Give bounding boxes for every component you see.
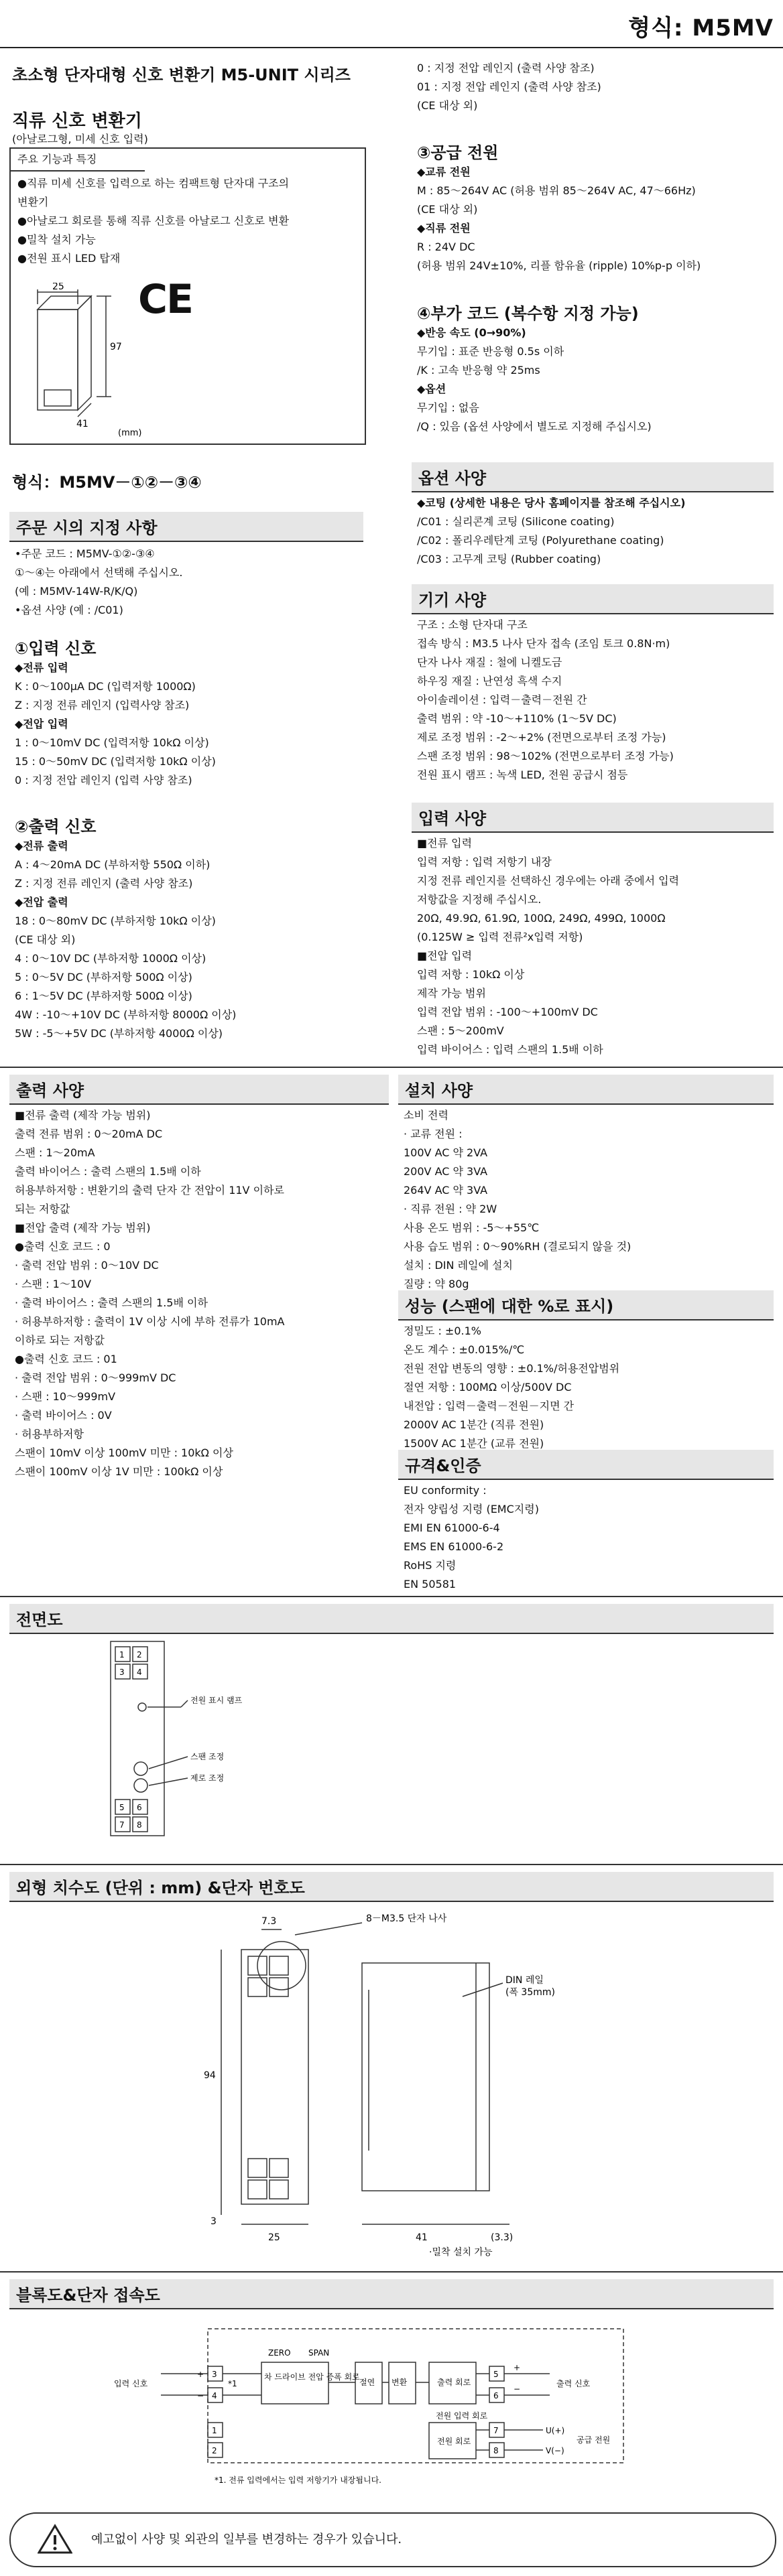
output-line: ◆전류 출력 [15,839,68,852]
dim-h: 97 [110,342,122,352]
input-spec-line: 입력 저항 : 10kΩ 이상 [417,968,525,981]
power-line: M : 85～264V AC (허용 범위 85～264V AC, 47～66Hz) [417,184,696,197]
performance-line: 내전압 : 입력－출력－전원－지면 간 [404,1400,575,1412]
terminal-5: 5 [493,2370,499,2379]
output-line: 18 : 0～80mV DC (부하저항 10kΩ 이상) [15,914,216,927]
addon-line: /Q : 있음 (옵션 사양에서 별도로 지정해 주십시오) [417,420,652,433]
product-sub: (아날로그형, 미세 신호 입력) [12,133,148,145]
block-title: 블록도&단자 접속도 [9,2279,774,2309]
addon-section [417,300,652,436]
output-spec-line: 이하로 되는 저항값 [15,1334,105,1347]
front-view-section [9,1604,774,1634]
output-spec-line: · 출력 바이어스 : 0V [15,1409,112,1422]
input-spec-line: (0.125W ≥ 입력 전류²x입력 저항) [417,931,583,943]
install-section [398,1075,774,1295]
performance-title: 성능 (스팬에 대한 %로 표시) [398,1290,774,1320]
right-top-line: 01 : 지정 전압 레인지 (출력 사양 참조) [417,80,601,93]
dim-screw: 8－M3.5 단자 나사 [366,1913,447,1924]
section-divider [0,1067,783,1068]
output-line: 5 : 0～5V DC (부하저항 500Ω 이상) [15,971,192,984]
feature-item: ●직류 미세 신호를 입력으로 하는 컴팩트형 단자대 구조의 [17,177,290,190]
dim-bottom: 3 [210,2216,217,2227]
section-divider [0,1596,783,1597]
dim-offset: (3.3) [491,2232,514,2243]
output-spec-line: 출력 바이어스 : 출력 스팬의 1.5배 이하 [15,1165,201,1178]
span-label: SPAN [308,2348,330,2358]
options-line: ◆코팅 (상세한 내용은 당사 홈페이지를 참조해 주십시오) [417,496,686,509]
right-top-line: (CE 대상 외) [417,99,478,112]
options-line: /C01 : 실리콘계 코팅 (Silicone coating) [417,515,615,528]
output-title: ②출력 신호 [15,817,97,836]
addon-line: ◆옵션 [417,383,446,395]
isolation-label: 절연 [359,2378,375,2387]
output-spec-line: ■전압 출력 (제작 가능 범위) [15,1221,151,1234]
block-diagram [114,2315,677,2496]
feature-item: ●밀착 설치 가능 [17,233,96,246]
terminal-4: 4 [212,2391,217,2400]
terminal-7: 7 [493,2426,499,2435]
dim-width: 25 [268,2232,280,2243]
output-line: A : 4～20mA DC (부하저항 550Ω 이하) [15,858,210,871]
input-spec-line: 지정 전류 레인지를 선택하신 경우에는 아래 중에서 입력 [417,874,680,887]
terminal-1: 1 [212,2426,217,2435]
options-title: 옵션 사양 [412,462,774,492]
performance-line: 온도 계수 : ±0.015%/℃ [404,1343,525,1356]
section-divider [0,2271,783,2273]
output-line: 6 : 1～5V DC (부하저항 500Ω 이상) [15,990,192,1002]
span-adjust-label: 스팬 조정 [190,1752,225,1761]
install-line: 200V AC 약 3VA [404,1165,488,1178]
install-line: 설치 : DIN 레일에 설치 [404,1259,513,1272]
input-line: ◆전압 입력 [15,718,68,730]
device-section [412,584,774,786]
output-spec-line: 스팬 : 1～20mA [15,1146,95,1159]
power-title: ③공급 전원 [417,143,499,162]
output-spec-line: ●출력 신호 코드 : 01 [15,1353,117,1365]
power-line: (CE 대상 외) [417,203,478,216]
install-title: 설치 사양 [398,1075,774,1105]
options-line: /C02 : 폴리우레탄계 코팅 (Polyurethane coating) [417,534,664,547]
front-view-drawing [101,1635,369,1849]
terminal-8: 8 [493,2446,499,2455]
device-line: 아이솔레이션 : 입력－출력－전원 간 [417,693,587,706]
output-spec-line: 스팬이 100mV 이상 1V 미만 : 100kΩ 이상 [15,1465,223,1478]
power-section [417,139,701,275]
output-minus: − [514,2384,521,2394]
header-divider [0,47,783,48]
input-spec-line: 저항값을 지정해 주십시오. [417,893,542,906]
output-spec-line: · 허용부하저항 : 출력이 1V 이상 시에 부하 전류가 10mA [15,1315,285,1328]
standards-title: 규격&인증 [398,1450,774,1480]
output-line: ◆전압 출력 [15,896,68,908]
din-width-label: (폭 35mm) [505,1987,555,1998]
feature-item: 변환기 [17,196,49,208]
output-spec-line: · 출력 전압 범위 : 0～10V DC [15,1259,159,1272]
output-spec-line: 스팬이 10mV 이상 100mV 미만 : 10kΩ 이상 [15,1446,233,1459]
terminal-label: 7 [119,1820,125,1830]
device-line: 접속 방식 : M3.5 나사 단자 접속 (조임 토크 0.8N·m) [417,637,670,650]
standards-line: EMS EN 61000-6-2 [404,1540,504,1553]
doc-title: 초소형 단자대형 신호 변환기 M5-UNIT 시리즈 [12,66,351,84]
standards-line: EN 50581 [404,1578,457,1590]
power-circuit-label: 전원 회로 [437,2437,471,2446]
input-line: 15 : 0～50mV DC (입력저항 10kΩ 이상) [15,755,216,768]
warning-icon [38,2523,72,2555]
terminal-label: 8 [137,1820,142,1830]
output-line: 4W : -10～+10V DC (부하저항 8000Ω 이상) [15,1008,237,1021]
output-spec-line: · 허용부하저항 [15,1428,84,1440]
install-line: · 직류 전원 : 약 2W [404,1203,497,1215]
ordering-line: ①～④는 아래에서 선택해 주십시오. [15,566,183,579]
ordering-line: •옵션 사양 (예 : /C01) [15,604,123,616]
input-minus: − [197,2391,204,2400]
power-u: U(+) [546,2426,565,2435]
right-top-line: 0 : 지정 전압 레인지 (출력 사양 참조) [417,62,595,74]
performance-line: 전원 전압 변동의 영향 : ±0.1%/허용전압범위 [404,1362,620,1375]
dim-screw-w: 7.3 [261,1916,277,1927]
device-line: 전원 표시 램프 : 녹색 LED, 전원 공급시 점등 [417,768,628,781]
ordering-title: 주문 시의 지정 사항 [9,512,363,542]
install-line: 사용 습도 범위 : 0～90%RH (결로되지 않을 것) [404,1240,631,1253]
model-code: 형식：M5MV－①②－③④ [12,473,202,492]
convert-label: 변환 [392,2378,408,2387]
output-spec-line: ●출력 신호 코드 : 0 [15,1240,111,1253]
input-spec-line: 스팬 : 5～200mV [417,1024,504,1037]
input-plus: + [197,2370,204,2379]
ordering-line: (예 : M5MV-14W-R/K/Q) [15,585,138,598]
ordering-line: •주문 코드 : M5MV-①②-③④ [15,547,155,560]
install-line: 질량 : 약 80g [404,1278,469,1290]
output-section [15,813,236,1043]
install-line: 264V AC 약 3VA [404,1184,488,1197]
install-line: 소비 전력 [404,1109,448,1122]
power-input-circuit-label: 전원 입력 회로 [436,2411,488,2421]
input-signal-label: 입력 신호 [114,2379,148,2388]
feature-item: ●전원 표시 LED 탑재 [17,252,121,265]
zero-adjust-label: 제로 조정 [190,1773,225,1783]
device-line: 하우징 재질 : 난연성 흑색 수지 [417,675,562,687]
input-line: ◆전류 입력 [15,661,68,674]
terminal-label: 4 [137,1668,142,1677]
block-note: *1. 전류 입력에서는 입력 저항기가 내장됩니다. [215,2476,381,2485]
power-line: ◆교류 전원 [417,165,471,178]
input-line: K : 0～100μA DC (입력저항 1000Ω) [15,680,196,693]
standards-line: EU conformity : [404,1484,487,1497]
output-line: 4 : 0～10V DC (부하저항 1000Ω 이상) [15,952,206,965]
terminal-2: 2 [212,2446,217,2455]
standards-line: 전자 양립성 지령 (EMC지령) [404,1503,539,1515]
addon-line: 무기입 : 표준 반응형 0.5s 이하 [417,345,564,358]
warning-text: 예고없이 사양 및 외관의 일부를 변경하는 경우가 있습니다. [91,2532,402,2547]
mount-note: ·밀착 설치 가능 [429,2247,493,2258]
zero-label: ZERO [268,2348,291,2358]
addon-line: ◆반응 속도 (0→90%) [417,326,526,339]
performance-line: 2000V AC 1분간 (직류 전원) [404,1418,544,1431]
output-plus: + [514,2363,521,2372]
dims-section [9,1872,774,1902]
input-spec-line: 입력 전압 범위 : -100～+100mV DC [417,1006,598,1018]
terminal-label: 1 [119,1650,125,1659]
dim-d: 41 [76,419,88,429]
standards-section [398,1450,774,1595]
feature-label: 주요 기능과 특징 [11,149,145,172]
output-signal-label: 출력 신호 [556,2379,591,2388]
performance-line: 절연 저항 : 100MΩ 이상/500V DC [404,1381,572,1394]
terminal-6: 6 [493,2391,499,2400]
dim-height: 94 [204,2070,216,2081]
device-title: 기기 사양 [412,584,774,614]
terminal-label: 6 [137,1803,142,1812]
terminal-label: 3 [119,1668,125,1677]
output-spec-section [9,1075,389,1483]
device-line: 단자 나사 재질 : 철에 니켈도금 [417,656,562,669]
right-top [417,59,601,115]
input-spec-line: 20Ω, 49.9Ω, 61.9Ω, 100Ω, 249Ω, 499Ω, 1000Ω [417,912,666,925]
terminal-3: 3 [212,2370,217,2379]
performance-line: 1500V AC 1분간 (교류 전원) [404,1437,544,1450]
output-line: 5W : -5～+5V DC (부하저항 4000Ω 이상) [15,1027,223,1040]
section-divider [0,1864,783,1865]
power-v: V(−) [546,2446,564,2455]
din-rail-label: DIN 레일 [505,1975,544,1986]
input-spec-section [412,803,774,1061]
device-line: 스팬 조정 범위 : 98～102% (전면으로부터 조정 가능) [417,750,674,762]
power-line: R : 24V DC [417,241,475,253]
output-spec-line: · 스팬 : 10～999mV [15,1390,116,1403]
ordering-section [9,512,363,622]
input-spec-line: ■전류 입력 [417,837,473,850]
power-line: ◆직류 전원 [417,222,471,234]
install-line: 사용 온도 범위 : -5～+55℃ [404,1221,540,1234]
input-spec-title: 입력 사양 [412,803,774,833]
performance-line: 정밀도 : ±0.1% [404,1325,481,1337]
input-spec-line: 입력 바이어스 : 입력 스팬의 1.5배 이하 [417,1043,603,1056]
terminal-label: 5 [119,1803,125,1812]
standards-line: EMI EN 61000-6-4 [404,1521,500,1534]
output-spec-line: · 스팬 : 1～10V [15,1278,92,1290]
input-spec-line: 제작 가능 범위 [417,987,486,1000]
standards-line: RoHS 지령 [404,1559,457,1572]
ce-mark: CE [138,276,193,323]
product-name: 직류 신호 변환기 [12,111,142,131]
block-section [9,2279,774,2309]
output-line: Z : 지정 전류 레인지 (출력 사양 참조) [15,877,193,890]
output-spec-line: 출력 전류 범위 : 0～20mA DC [15,1128,163,1140]
input-line: 0 : 지정 전압 레인지 (입력 사양 참조) [15,774,192,787]
output-spec-line: · 출력 바이어스 : 출력 스팬의 1.5배 이하 [15,1296,208,1309]
input-line: 1 : 0～10mV DC (입력저항 10kΩ 이상) [15,736,209,749]
output-line: (CE 대상 외) [15,933,76,946]
dim-depth: 41 [416,2232,428,2243]
input-line: Z : 지정 전류 레인지 (입력사양 참조) [15,699,190,711]
dim-unit: (mm) [118,428,142,437]
input-title: ①입력 신호 [15,639,97,658]
amp-circuit-label: 차 드라이브 전압 증폭 회로 [264,2372,360,2382]
terminal-label: 2 [137,1650,142,1659]
device-line: 제로 조정 범위 : -2～+2% (전면으로부터 조정 가능) [417,731,666,744]
device-line: 출력 범위 : 약 -10～+110% (1～5V DC) [417,712,617,725]
addon-line: /K : 고속 반응형 약 25ms [417,364,540,377]
dims-title: 외형 치수도 (단위 : mm) &단자 번호도 [9,1872,774,1902]
dim-w: 25 [52,283,64,292]
input-spec-line: ■전압 입력 [417,949,473,962]
input-section [15,635,216,790]
performance-section [398,1290,774,1454]
feature-box [9,147,366,445]
input-spec-line: 입력 저항 : 입력 저항기 내장 [417,856,552,868]
options-section [412,462,774,570]
output-spec-line: 허용부하저항 : 변환기의 출력 단자 간 전압이 11V 이하로 [15,1184,284,1197]
install-line: · 교류 전원 : [404,1128,463,1140]
output-spec-line: ■전류 출력 (제작 가능 범위) [15,1109,151,1122]
options-line: /C03 : 고무계 코팅 (Rubber coating) [417,553,601,565]
note-marker: *1 [228,2379,237,2388]
front-view-title: 전면도 [9,1604,774,1634]
power-supply-label: 공급 전원 [577,2435,611,2445]
addon-title: ④부가 코드 (복수항 지정 가능) [417,304,639,323]
power-lamp-label: 전원 표시 램프 [190,1696,243,1705]
addon-line: 무기입 : 없음 [417,401,479,414]
power-line: (허용 범위 24V±10%, 리플 함유율 (ripple) 10%p-p 이하) [417,259,701,272]
feature-item: ●아날로그 회로를 통해 직류 신호를 아날로그 신호로 변환 [17,214,290,227]
install-line: 100V AC 약 2VA [404,1146,488,1159]
dimension-drawing [181,1909,597,2258]
output-circuit-label: 출력 회로 [437,2378,471,2387]
output-spec-line: · 출력 전압 범위 : 0～999mV DC [15,1371,176,1384]
output-spec-line: 되는 저항값 [15,1203,70,1215]
warning-box [9,2512,776,2567]
model-header: 형식: M5MV [628,15,774,42]
device-line: 구조 : 소형 단자대 구조 [417,618,528,631]
output-spec-title: 출력 사양 [9,1075,389,1105]
